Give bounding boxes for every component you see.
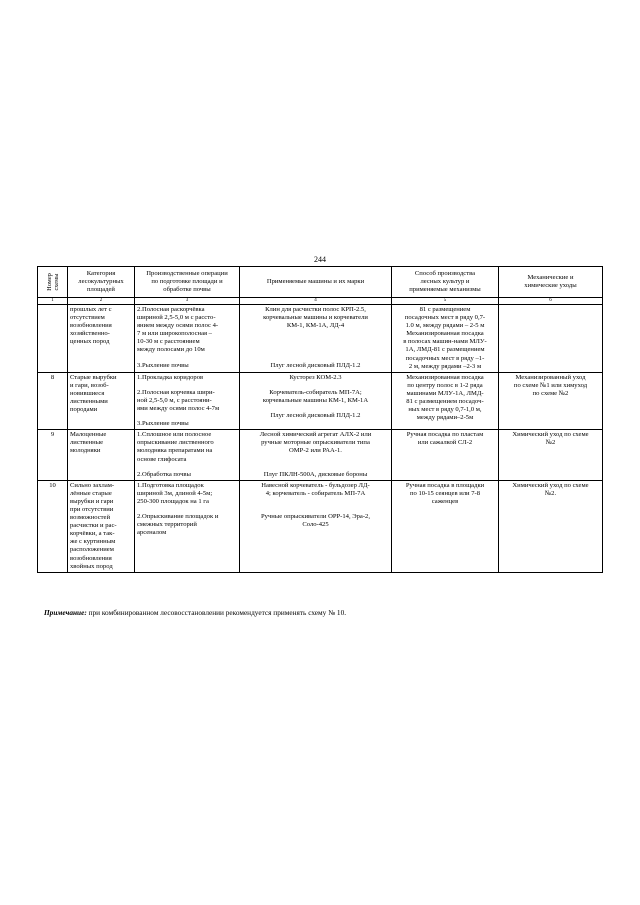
scheme-number-cell: 9 — [38, 430, 68, 480]
header-row — [38, 267, 603, 298]
operation-item: 2.Полосная раскорчёвка шириной 2,5-5,0 м с рассто- янием между осями полос 4- 7 м или широкополосная – 10-30 м с расстоянием между полосами до 10м — [137, 306, 219, 354]
method-cell: 81 с размещением посадочных мест в ряду 0,7- 1.0 м, между рядами – 2-5 м Механизированная посадка в полосах машин-нами МЛУ- 1А, ЛМД-81 с размещением посадочных мест в ряду –1- 2 м, между рядами –2-3 м — [392, 305, 499, 373]
operation-item: 2.Полосная корчевка шири- ной 2,5-5,0 м, с расстояни- ями между осями полос 4-7м — [137, 388, 220, 413]
operation-item: 2.Обработка почвы — [137, 470, 191, 478]
header-scheme-number — [38, 267, 68, 298]
care-cell: Химический уход по схеме №2 — [499, 430, 603, 480]
column-number: 4 — [240, 298, 392, 305]
category-cell: прошлых лет с отсутствием возобновления хозяйственно- ценных пород — [68, 305, 135, 373]
machine-item: Ручные опрыскиватели ОРР-14, Эра-2, Соло-425 — [261, 512, 370, 528]
note-label: Примечание: — [44, 608, 87, 617]
method-cell: Ручная посадка по пластам или сажалкой СЛ-2 — [392, 430, 499, 480]
machine-item: Плуг лесной дисковый ПЛД-1.2 — [270, 412, 361, 420]
machine-item: Навесной корчеватель - бульдозер ЛД- 4; корчеватель - собиратель МП-7А — [261, 481, 370, 497]
scheme-number-cell — [38, 305, 68, 373]
machine-item: Лесной химический агрегат АЛХ-2 или ручные моторные опрыскиватели типа ОМР-2 или РАА-1. — [259, 431, 372, 455]
table-note — [44, 608, 604, 617]
care-cell: Механизированный уход по схеме №1 или химуход по схеме №2 — [499, 372, 603, 429]
machines-cell — [240, 480, 392, 572]
machine-item: Кусторез КОМ-2.3 — [289, 373, 342, 381]
method-cell: Механизированная посадка по центру полос в 1-2 ряда машинами МЛУ-1А, ЛМД- 81 с размещением посадоч- ных мест в ряду 0,7-1,0 м, между рядами–2-5м — [392, 372, 499, 429]
header-operations: Производственные операции по подготовке площади и обработке почвы — [135, 267, 240, 298]
machines-cell — [240, 305, 392, 373]
care-cell: Химический уход по схеме №2. — [499, 480, 603, 572]
operations-cell — [135, 305, 240, 373]
column-number-row — [38, 298, 603, 305]
machine-item: Клин для расчистки полос КРП-2.5, корчевальные машины и корчеватели КМ-1, КМ-1А, ЛД-4 — [263, 306, 368, 330]
operation-item: 1.Прокладка коридоров — [137, 373, 204, 381]
machine-item: Плуг ПКЛН-500А, дисковые бороны — [263, 470, 368, 478]
machine-item: Корчеватель-собиратель МП-7А; корчевальные машины КМ-1, КМ-1А — [262, 388, 369, 404]
operation-item: 3.Рыхление почвы — [137, 420, 189, 428]
column-number: 1 — [38, 298, 68, 305]
operations-cell — [135, 480, 240, 572]
operations-cell — [135, 372, 240, 429]
operation-item: 3.Рыхление почвы — [137, 361, 189, 369]
page-number: 244 — [314, 255, 326, 264]
header-category: Категория лесокультурных площадей — [68, 267, 135, 298]
scheme-number-cell: 8 — [38, 372, 68, 429]
column-number: 5 — [392, 298, 499, 305]
category-cell: Старые вырубки и гари, возоб- новившиеся лиственными породами — [68, 372, 135, 429]
column-number: 3 — [135, 298, 240, 305]
column-number: 2 — [68, 298, 135, 305]
operations-cell — [135, 430, 240, 480]
category-cell: Малоценные лиственные молодняки — [68, 430, 135, 480]
scheme-number-cell: 10 — [38, 480, 68, 572]
method-cell: Ручная посадка в площадки по 10-15 сеянцев или 7-8 саженцев — [392, 480, 499, 572]
header-method: Способ производства лесных культур и применяемые механизмы — [392, 267, 499, 298]
table-row — [38, 372, 603, 429]
operation-item: 2.Опрыскивание площадок и смежных территорий арсеналом — [137, 512, 219, 537]
header-scheme-number-label: Номер схемы — [45, 273, 60, 291]
category-cell: Сильно захлам- лённые старые вырубки и гари при отсутствии возможностей расчистки и рас- корчёвки, а так- же с куртинным расположением возобновления хвойных пород — [68, 480, 135, 572]
machines-cell — [240, 372, 392, 429]
table-row — [38, 305, 603, 373]
machine-item: Плуг лесной дисковый ПЛД-1.2 — [270, 362, 361, 370]
column-number: 6 — [499, 298, 603, 305]
header-machines: Применяемые машины и их марки — [240, 267, 392, 298]
note-text: при комбинированном лесовосстановлении рекомендуется применять схему № 10. — [86, 608, 347, 617]
operation-item: 1.Сплошное или полосное опрыскивание лиственного молодняка препаратами на основе глифосата — [137, 431, 214, 463]
care-cell — [499, 305, 603, 373]
operation-item: 1.Подготовка площадок шириной 3м, длиной 4-5м; 250-300 площадок на 1 га — [137, 481, 213, 505]
forest-regeneration-table — [37, 266, 603, 573]
table-row — [38, 480, 603, 572]
header-care: Механические и химические уходы — [499, 267, 603, 298]
table-row — [38, 430, 603, 480]
machines-cell — [240, 430, 392, 480]
